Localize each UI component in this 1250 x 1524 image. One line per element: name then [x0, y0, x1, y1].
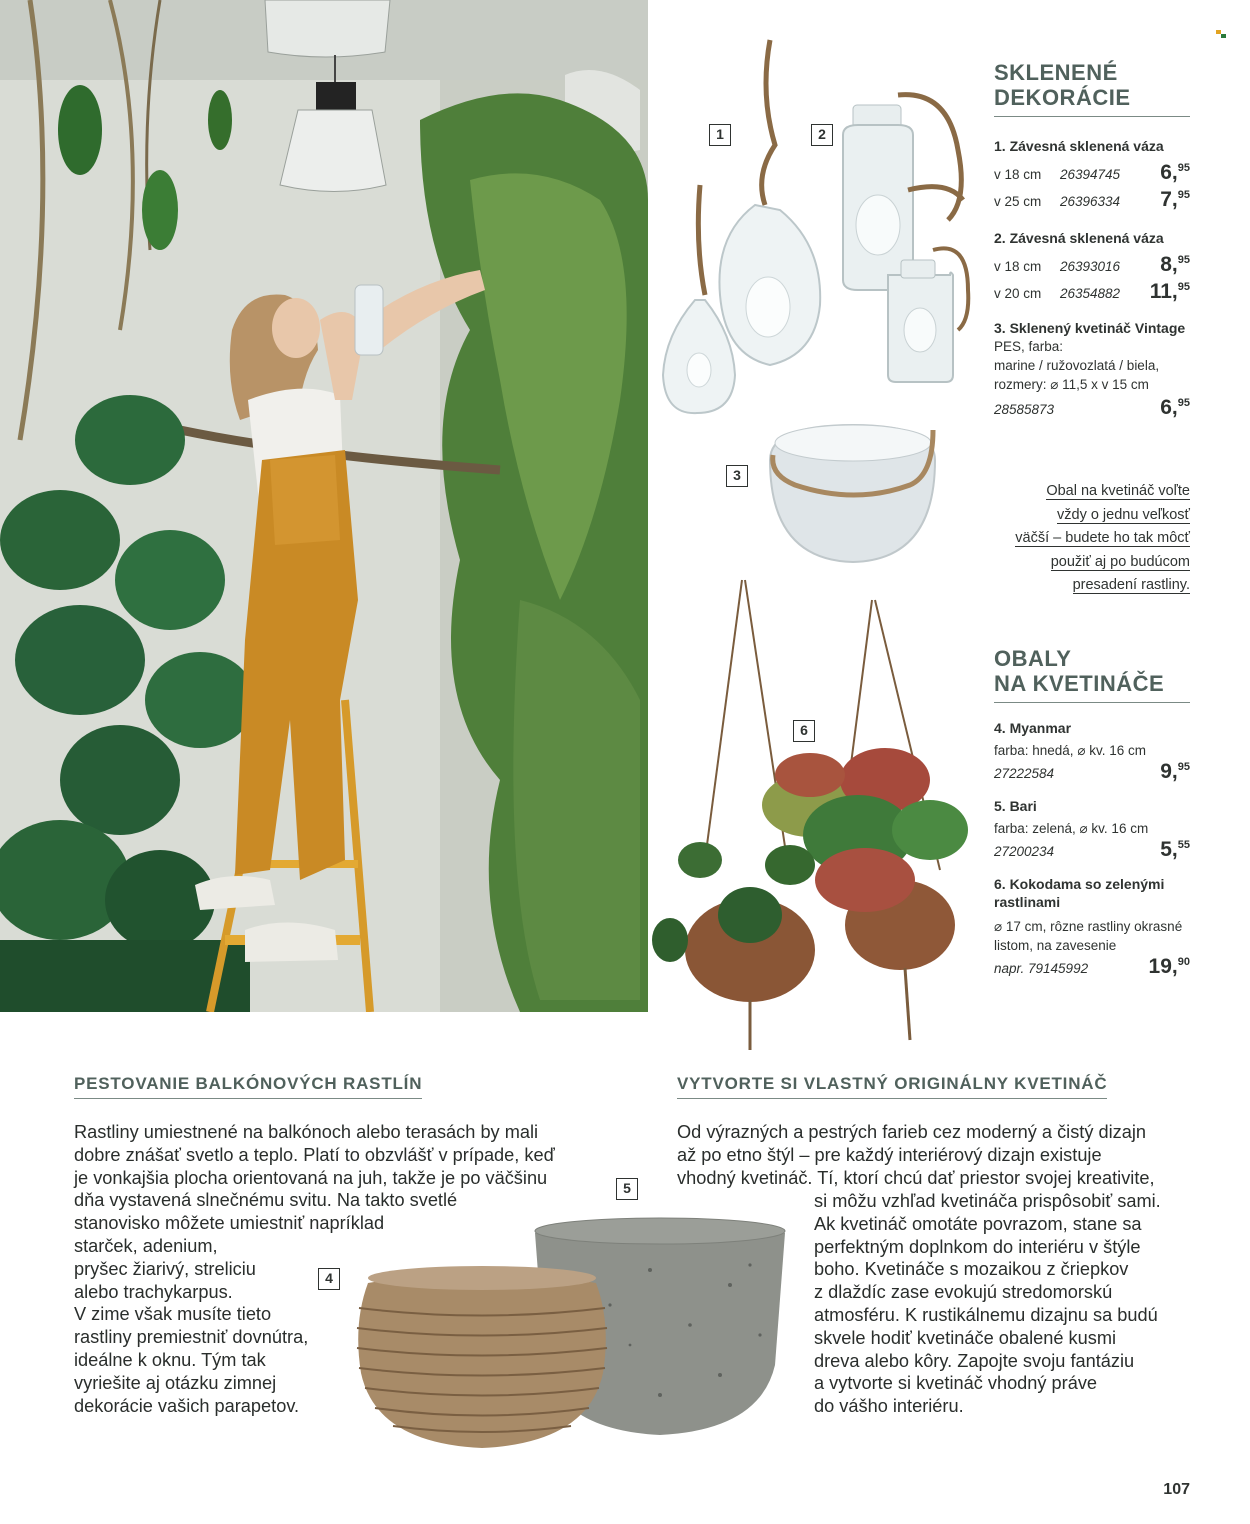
- price-cents: 95: [1177, 397, 1190, 409]
- product-marker-1: 1: [709, 124, 731, 146]
- item-desc: listom, na zavesenie: [994, 938, 1117, 953]
- item-title: 1. Závesná sklenená váza: [994, 138, 1164, 154]
- price-row: [994, 188, 1190, 215]
- text-line: Od výrazných a pestrých farieb cez moderný a čistý dizajn: [677, 1122, 1147, 1142]
- text-line: a vytvorte si kvetináč vhodný práve: [814, 1373, 1098, 1394]
- section-title-line: DEKORÁCIE: [994, 85, 1131, 110]
- price-cents: 95: [1177, 254, 1190, 266]
- text-line: si môžu vzhľad kvetináča prispôsobiť sami.: [814, 1191, 1161, 1211]
- hanging-glass-vase-image: [655, 35, 830, 420]
- item-title: rastlinami: [994, 894, 1061, 910]
- text-line: perfektným doplnkom do interiéru v štýle: [814, 1236, 1141, 1257]
- item-title: 2. Závesná sklenená váza: [994, 230, 1164, 246]
- size-label: v 18 cm: [994, 167, 1042, 182]
- price-row: [994, 161, 1190, 188]
- product-code: 27222584: [994, 766, 1055, 781]
- pot-covers-section: [994, 646, 1190, 982]
- product-marker-4: 4: [318, 1268, 340, 1290]
- product-code: 26393016: [1060, 259, 1121, 274]
- price-cents: 95: [1177, 281, 1190, 293]
- diy-text-top: [677, 1121, 1197, 1189]
- text-line: dobre znášať svetlo a teplo. Platí to obzvlášť v prípade, keď: [74, 1144, 555, 1165]
- text-line: do vášho interiéru.: [814, 1396, 964, 1417]
- price-cents: 90: [1177, 956, 1190, 968]
- diy-text-bottom: [814, 1190, 1194, 1418]
- price: [1160, 253, 1190, 277]
- tip-line: väčší – budete ho tak môcť: [1015, 530, 1190, 546]
- text-line: dekorácie vašich parapetov.: [74, 1395, 300, 1416]
- price-main: 5,: [1160, 838, 1178, 861]
- product-marker-2: 2: [811, 124, 833, 146]
- item-title: 4. Myanmar: [994, 720, 1072, 736]
- text-line: skvele hodiť kvetináče obalené kusmi: [814, 1327, 1117, 1348]
- text-line: starček, adenium,: [74, 1235, 218, 1256]
- section-title-glass: [994, 60, 1190, 117]
- price: [1149, 955, 1190, 979]
- text-line: boho. Kvetináče s mozaikou z čriepkov: [814, 1259, 1129, 1280]
- balcony-text: [74, 1121, 594, 1417]
- price-main: 7,: [1160, 188, 1178, 211]
- hero-photo-woman-watering-plants: [0, 0, 648, 1012]
- product-marker-6: 6: [793, 720, 815, 742]
- tip-line: Obal na kvetináč voľte: [1046, 483, 1190, 499]
- price-main: 6,: [1160, 396, 1178, 419]
- item-desc: farba: zelená, ⌀ kv. 16 cm: [994, 821, 1149, 836]
- text-line: je vonkajšia plocha orientovaná na juh, takže je po väčšinu: [74, 1167, 548, 1188]
- section-title-line: NA KVETINÁČE: [994, 671, 1165, 696]
- price-row: [994, 396, 1190, 423]
- product-marker-3: 3: [726, 465, 748, 487]
- item-title: 5. Bari: [994, 798, 1037, 814]
- item-desc: ⌀ 17 cm, rôzne rastliny okrasné: [994, 919, 1183, 934]
- text-line: dňa vystavená slnečnému svitu. Na takto svetlé: [74, 1190, 458, 1211]
- text-line: vhodný kvetináč. Tí, ktorí chcú dať priestor svojej kreativite,: [677, 1167, 1155, 1188]
- item-desc: marine / ružovozlatá / biela,: [994, 358, 1160, 373]
- size-label: v 18 cm: [994, 259, 1042, 274]
- price-row: [994, 838, 1190, 865]
- item-desc: rozmery: ⌀ 11,5 x v 15 cm: [994, 377, 1149, 392]
- product-code: 26394745: [1060, 167, 1121, 182]
- glass-bottle-vase-image: [838, 90, 978, 385]
- text-line: alebo trachykarpus.: [74, 1281, 233, 1302]
- text-line: Rastliny umiestnené na balkónoch alebo terasách by mali: [74, 1122, 539, 1142]
- price-main: 19,: [1148, 955, 1178, 978]
- text-line: pryšec žiarivý, streliciu: [74, 1258, 256, 1279]
- item-desc: farba: hnedá, ⌀ kv. 16 cm: [994, 743, 1146, 758]
- price-row: [994, 253, 1190, 280]
- price-cents: 95: [1177, 162, 1190, 174]
- item-title: 6. Kokodama so zelenými: [994, 876, 1165, 892]
- product-marker-5: 5: [616, 1178, 638, 1200]
- price-cents: 55: [1177, 839, 1190, 851]
- product-code: napr. 79145992: [994, 961, 1089, 976]
- item-desc: PES, farba:: [994, 339, 1064, 354]
- price-row: [994, 760, 1190, 787]
- price: [1160, 760, 1190, 784]
- text-line: ideálne k oknu. Tým tak: [74, 1349, 266, 1370]
- price-main: 8,: [1160, 253, 1178, 276]
- price-cents: 95: [1177, 761, 1190, 773]
- text-line: až po etno štýl – pre každý interiérový dizajn existuje: [677, 1144, 1102, 1165]
- price-row: [994, 280, 1190, 307]
- product-code: 26396334: [1060, 194, 1121, 209]
- glass-decor-section: [994, 60, 1190, 423]
- price-row: [994, 955, 1190, 982]
- product-code: 28585873: [994, 402, 1055, 417]
- price: [1150, 280, 1190, 304]
- text-line: V zime však musíte tieto: [74, 1304, 272, 1325]
- tip-line: presadení rastliny.: [1072, 577, 1190, 593]
- tip-line: použiť aj po budúcom: [1050, 553, 1190, 570]
- price: [1160, 188, 1190, 212]
- price-main: 11,: [1149, 280, 1178, 303]
- section-title-line: SKLENENÉ: [994, 60, 1118, 85]
- corner-flag-icon: [1216, 30, 1226, 40]
- price: [1160, 161, 1190, 185]
- tip-line: vždy o jednu veľkosť: [1057, 506, 1190, 523]
- product-code: 27200234: [994, 844, 1055, 859]
- size-label: v 25 cm: [994, 194, 1042, 209]
- kokedama-hanging-plants-image: [610, 580, 985, 1055]
- price: [1160, 838, 1190, 862]
- tip-note: [1000, 480, 1190, 598]
- page-number: 107: [1163, 1481, 1190, 1498]
- text-line: Ak kvetináč omotáte povrazom, stane sa: [814, 1213, 1142, 1234]
- text-line: rastliny premiestniť dovnútra,: [74, 1327, 309, 1348]
- vintage-glass-pot-image: [765, 415, 940, 565]
- text-line: z dlaždíc zase evokujú stredomorskú: [814, 1282, 1113, 1303]
- section-title-covers: [994, 646, 1190, 703]
- text-line: atmosféru. K rustikálnemu dizajnu sa budú: [814, 1304, 1158, 1325]
- text-line: dreva alebo kôry. Zapojte svoju fantáziu: [814, 1350, 1135, 1371]
- price-main: 9,: [1160, 760, 1178, 783]
- text-line: stanovisko môžete umiestniť napríklad: [74, 1213, 385, 1234]
- price: [1160, 396, 1190, 420]
- text-line: vyriešite aj otázku zimnej: [74, 1372, 277, 1393]
- item-title: 3. Sklenený kvetináč Vintage: [994, 320, 1186, 336]
- size-label: v 20 cm: [994, 286, 1042, 301]
- price-main: 6,: [1160, 161, 1178, 184]
- balcony-heading: PESTOVANIE BALKÓNOVÝCH RASTLÍN: [74, 1074, 422, 1099]
- product-code: 26354882: [1060, 286, 1121, 301]
- price-cents: 95: [1177, 189, 1190, 201]
- diy-heading: VYTVORTE SI VLASTNÝ ORIGINÁLNY KVETINÁČ: [677, 1074, 1107, 1099]
- section-title-line: OBALY: [994, 646, 1072, 671]
